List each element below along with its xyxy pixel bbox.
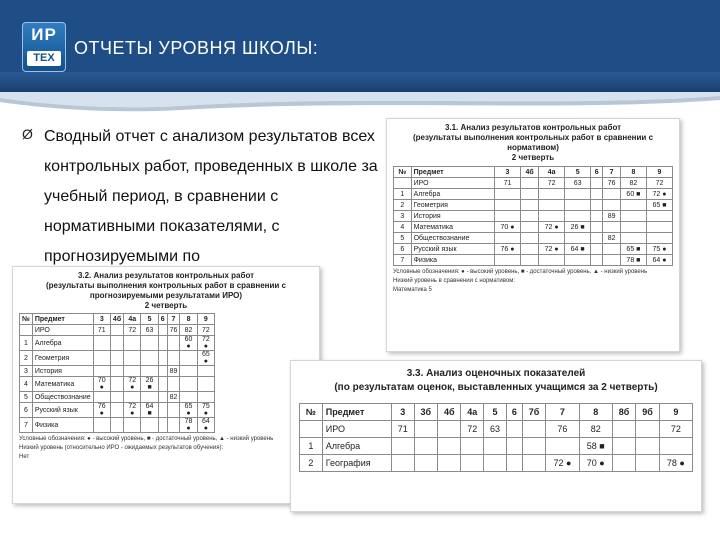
table-cell [93,351,110,366]
table-cell: 76 ● [494,244,520,255]
table-cell: Предмет [322,404,391,421]
table-cell [521,233,539,244]
table-cell: 72 ● [197,336,214,351]
table-cell: Алгебра [411,189,494,200]
table-cell [158,377,167,392]
table-cell [591,189,603,200]
table-cell [612,421,635,438]
table-cell [603,189,621,200]
table-cell [603,222,621,233]
table-cell: 82 [180,325,197,336]
table-cell [394,178,412,189]
table-cell: 2 [20,351,33,366]
table-cell [620,222,646,233]
table-cell [110,403,123,418]
table-cell: 4 [20,377,33,392]
table-cell [565,200,591,211]
table-cell: 7 [167,314,180,325]
table-cell: 76 [603,178,621,189]
table-cell [110,366,123,377]
logo [22,22,66,72]
table-cell [167,418,180,433]
table-cell [539,200,565,211]
table-cell: 71 [494,178,520,189]
table-cell: 78 ● [180,418,197,433]
table-cell: 5 [484,404,507,421]
table-cell: 4 [394,222,412,233]
table-cell [612,455,635,472]
report-low-title: Низкий уровень в сравнении с нормативом: [393,278,515,284]
table-cell [494,211,520,222]
table-cell [539,189,565,200]
report-subtitle: (по результатам оценок, выставленных учащимся за 2 четверть) [334,382,658,393]
table-cell: 89 [167,366,180,377]
report-low-value: Нет [19,454,30,460]
table-cell [591,233,603,244]
table-cell [414,455,437,472]
table-cell [591,244,603,255]
table-cell [522,455,545,472]
table-cell [180,392,197,403]
table-cell [539,233,565,244]
table-cell: Обществознание [411,233,494,244]
table-cell [124,392,141,403]
table-cell: 1 [20,336,33,351]
table-cell [124,351,141,366]
table-cell [565,255,591,266]
report-table [299,403,693,472]
table-cell: 71 [391,421,414,438]
table-cell: Математика [32,377,93,392]
table-cell [110,336,123,351]
table-header-row [394,167,673,178]
table-cell [484,438,507,455]
table-cell: 4а [124,314,141,325]
table-cell: 70 ● [579,455,612,472]
table-cell [494,189,520,200]
table-cell: 72 ● [646,189,672,200]
table-cell [659,438,692,455]
table-cell [461,455,484,472]
table-cell [93,392,110,403]
report-table [393,166,673,266]
table-cell [565,211,591,222]
table-cell: № [300,404,323,421]
table-cell: 7 [603,167,621,178]
table-cell: 65 ■ [646,200,672,211]
table-cell: 78 ● [659,455,692,472]
report-panel-3-1 [386,118,680,352]
table-cell: 6 [158,314,167,325]
table-row [20,366,215,377]
table-cell [603,255,621,266]
table-cell: 8 [579,404,612,421]
header-bar [0,0,720,92]
table-cell [539,255,565,266]
table-cell [158,351,167,366]
table-cell: 72 [124,325,141,336]
report-subtitle: (результаты выполнения контрольных работ в сравнении с нормативом) [412,133,654,152]
report-title: 3.1. Анализ результатов контрольных работ [444,123,622,132]
table-cell: Геометрия [411,200,494,211]
table-cell: 3 [391,404,414,421]
table-cell: 64 ● [197,418,214,433]
table-cell: ИРО [411,178,494,189]
table-cell [180,351,197,366]
table-cell [438,455,461,472]
bullet-text: Сводный отчет с анализом результатов всех контрольных работ, проведенных в школе за учебный период, в сравнении с нормативными показателями, с прогнозируемыми по [44,128,378,265]
table-cell [158,403,167,418]
table-cell: 63 [565,178,591,189]
table-cell: 72 [461,421,484,438]
table-cell [591,211,603,222]
table-cell [591,200,603,211]
table-iro-row [20,325,215,336]
table-cell [93,366,110,377]
table-cell: 82 [167,392,180,403]
table-cell [521,222,539,233]
table-cell [539,211,565,222]
table-cell: 8 [620,167,646,178]
table-cell [93,418,110,433]
table-row [20,418,215,433]
table-cell: 3 [494,167,520,178]
table-cell [521,200,539,211]
table-cell [180,377,197,392]
table-cell: 72 [646,178,672,189]
table-cell: 2 [394,200,412,211]
table-cell [484,455,507,472]
table-cell [167,377,180,392]
table-row [394,233,673,244]
table-cell: 7 [546,404,579,421]
table-cell [110,418,123,433]
table-cell: Русский язык [32,403,93,418]
report-period: 2 четверть [511,153,555,162]
table-iro-row [394,178,673,189]
table-cell: Русский язык [411,244,494,255]
table-cell: ИРО [32,325,93,336]
table-row [20,336,215,351]
table-cell [565,233,591,244]
table-cell [158,392,167,403]
table-cell: Предмет [411,167,494,178]
page-title: ОТЧЕТЫ УРОВНЯ ШКОЛЫ: [74,38,319,58]
table-cell: 65 ● [180,403,197,418]
table-cell: 58 ■ [579,438,612,455]
table-cell [521,255,539,266]
table-cell: 65 ■ [620,244,646,255]
table-cell: Обществознание [32,392,93,403]
table-cell: 82 [603,233,621,244]
report-period: 2 четверть [144,301,188,310]
report-title: 3.3. Анализ оценочных показателей [406,368,586,379]
table-cell [197,366,214,377]
table-cell [391,438,414,455]
report-legend: Условные обозначения: ● - высокий уровень, ■ - достаточный уровень, ▲ - низкий уровень [393,269,648,275]
table-cell: ИРО [322,421,391,438]
report-table [19,313,215,433]
table-cell: 76 [546,421,579,438]
table-cell [522,438,545,455]
table-cell [620,211,646,222]
table-cell: 64 ■ [141,403,158,418]
table-cell [141,351,158,366]
table-cell: 63 [484,421,507,438]
table-cell: 8 [180,314,197,325]
table-cell: Алгебра [32,336,93,351]
table-cell [20,325,33,336]
table-cell [158,418,167,433]
table-cell [521,244,539,255]
table-cell [110,351,123,366]
table-cell: 70 ● [93,377,110,392]
report-low-title: Низкий уровень (относительно ИРО - ожидаемых результатов обучения): [19,445,224,451]
table-cell: 70 ● [494,222,520,233]
table-cell: 72 ● [539,244,565,255]
table-cell: 4а [461,404,484,421]
table-row [394,189,673,200]
table-cell [636,438,659,455]
table-cell: 8б [612,404,635,421]
logo-bottom-text: ТЕХ [27,51,61,66]
table-cell: География [322,455,391,472]
table-cell [110,377,123,392]
table-cell [565,189,591,200]
table-cell: 78 ■ [620,255,646,266]
table-cell [646,222,672,233]
table-cell: 9 [646,167,672,178]
table-cell: 5 [141,314,158,325]
report-legend: Условные обозначения: ● - высокий уровень, ■ - достаточный уровень, ▲ - низкий уровень [19,436,274,442]
table-row [20,377,215,392]
table-cell: 65 ● [197,351,214,366]
decorative-wave [0,92,720,114]
table-row [394,211,673,222]
table-cell: 7б [522,404,545,421]
table-cell: 60 ■ [620,189,646,200]
table-cell: 76 [167,325,180,336]
table-cell: Алгебра [322,438,391,455]
table-cell [141,336,158,351]
table-iro-row [300,421,693,438]
table-cell: 72 [197,325,214,336]
table-cell: 3б [414,404,437,421]
table-cell: 3 [93,314,110,325]
table-cell [521,178,539,189]
table-cell: 72 ● [546,455,579,472]
table-cell: 60 ● [180,336,197,351]
table-cell: 89 [603,211,621,222]
table-cell [506,455,522,472]
table-row [300,455,693,472]
table-cell [521,211,539,222]
table-header-row [20,314,215,325]
table-cell [521,189,539,200]
table-cell [646,233,672,244]
table-cell: 5 [394,233,412,244]
table-cell [141,392,158,403]
table-cell [603,244,621,255]
table-cell [197,392,214,403]
table-cell: 2 [300,455,323,472]
table-cell: 82 [620,178,646,189]
table-cell: 6 [394,244,412,255]
table-cell [124,336,141,351]
table-cell: 72 ● [124,403,141,418]
table-cell: Физика [32,418,93,433]
table-cell: 63 [141,325,158,336]
table-cell [636,455,659,472]
table-row [394,200,673,211]
bullet-arrow-icon: Ø [22,126,33,142]
table-cell [167,336,180,351]
table-cell: Геометрия [32,351,93,366]
table-row [20,351,215,366]
table-row [394,255,673,266]
table-cell [603,200,621,211]
table-row [394,244,673,255]
table-cell: 1 [394,189,412,200]
table-cell: 72 [659,421,692,438]
table-cell [300,421,323,438]
table-cell [158,366,167,377]
table-cell [391,455,414,472]
table-cell: 6 [591,167,603,178]
report-title: 3.2. Анализ результатов контрольных работ [77,271,255,280]
table-cell [494,255,520,266]
table-cell: Математика [411,222,494,233]
table-cell [506,438,522,455]
table-cell [141,366,158,377]
table-row [20,403,215,418]
table-cell: № [394,167,412,178]
table-cell: 4б [110,314,123,325]
table-cell [494,233,520,244]
table-cell [546,438,579,455]
table-cell [506,421,522,438]
table-cell: Физика [411,255,494,266]
report-panel-3-2 [12,266,320,504]
table-cell: 71 [93,325,110,336]
table-cell: 9 [659,404,692,421]
table-cell [414,421,437,438]
table-cell [612,438,635,455]
table-cell [167,351,180,366]
table-cell: 72 ● [124,377,141,392]
table-cell [414,438,437,455]
table-cell [93,336,110,351]
table-cell: 3 [394,211,412,222]
table-cell: 26 ■ [565,222,591,233]
table-cell [522,421,545,438]
table-cell [124,366,141,377]
table-cell: 72 [539,178,565,189]
table-cell [197,377,214,392]
table-cell: 6 [20,403,33,418]
table-cell: № [20,314,33,325]
logo-top-text: ИР [31,25,57,44]
table-cell: 5 [565,167,591,178]
table-cell: 26 ■ [141,377,158,392]
table-cell [110,325,123,336]
table-cell: 5 [20,392,33,403]
table-cell: 4б [521,167,539,178]
table-cell [591,178,603,189]
table-cell: 9б [636,404,659,421]
table-cell [124,418,141,433]
table-cell: 9 [197,314,214,325]
table-cell [438,421,461,438]
table-cell: 7 [20,418,33,433]
report-low-value: Математика 5 [393,287,432,293]
table-cell: 64 ● [646,255,672,266]
table-row [394,222,673,233]
table-cell: 82 [579,421,612,438]
table-cell [438,438,461,455]
table-cell [110,392,123,403]
table-cell: 75 ● [646,244,672,255]
table-cell [158,336,167,351]
report-panel-3-3 [290,360,702,512]
header-shine [0,72,720,92]
table-cell [180,366,197,377]
table-cell: Предмет [32,314,93,325]
table-cell: 4а [539,167,565,178]
table-cell: 6 [506,404,522,421]
table-cell [158,325,167,336]
table-cell: История [32,366,93,377]
table-cell [461,438,484,455]
table-cell [591,222,603,233]
table-cell [591,255,603,266]
table-cell [141,418,158,433]
table-cell [620,200,646,211]
table-cell: История [411,211,494,222]
table-cell [646,211,672,222]
table-cell: 75 ● [197,403,214,418]
table-cell [167,403,180,418]
table-cell [620,233,646,244]
table-cell: 76 ● [93,403,110,418]
table-cell [636,421,659,438]
table-cell: 3 [20,366,33,377]
table-row [300,438,693,455]
table-cell: 64 ■ [565,244,591,255]
table-row [20,392,215,403]
table-cell: 7 [394,255,412,266]
table-cell: 72 ● [539,222,565,233]
report-subtitle: (результаты выполнения контрольных работ в сравнении с прогнозируемыми результатами ИРО) [45,281,287,300]
table-cell: 4б [438,404,461,421]
table-cell: 1 [300,438,323,455]
table-header-row [300,404,693,421]
table-cell [494,200,520,211]
